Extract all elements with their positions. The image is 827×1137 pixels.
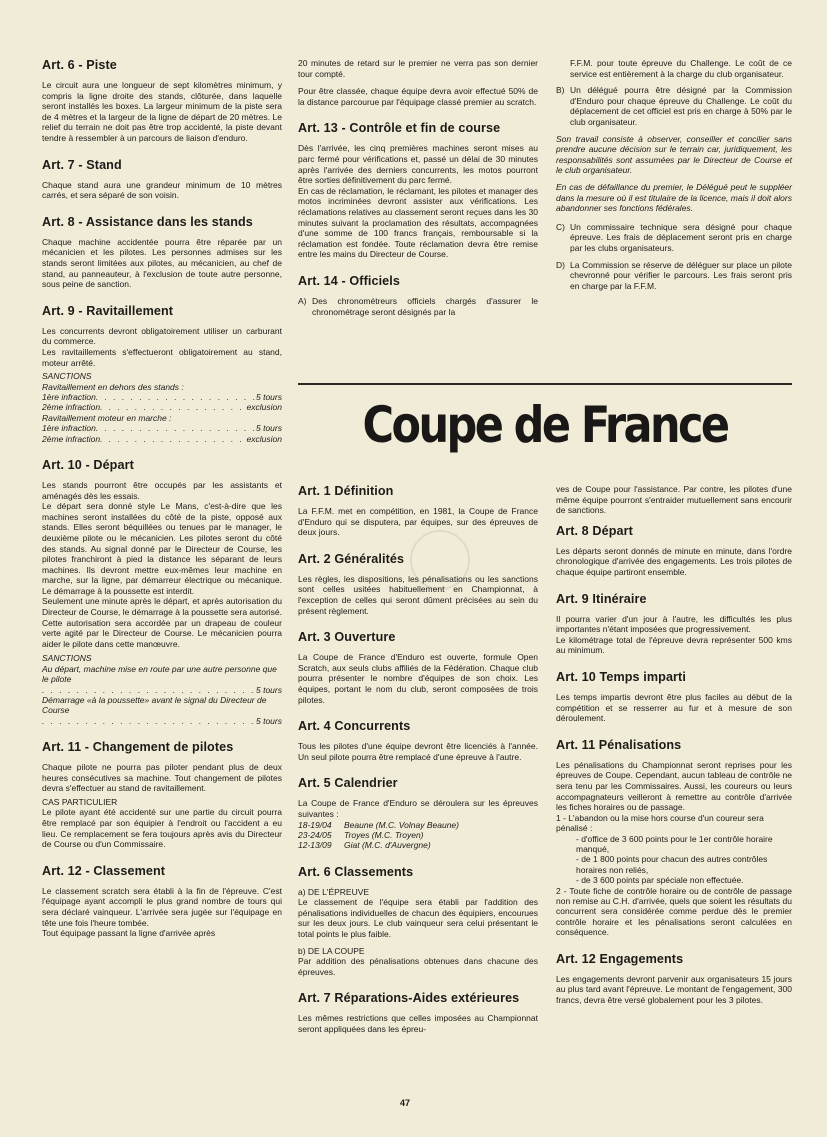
- coupe-art11-text: Les pénalisations du Championnat seront reprises pour les épreuves de Coupe. Cependant, aucun tableau de contrôle ne sera tenu par les Commissaires. Aussi, les coureurs ou leurs accompagnateurs veilleront à remettre au contrôle d'arrivée les fiches horaires ou de passage.: [556, 759, 792, 813]
- art12-title: Art. 12 - Classement: [42, 863, 166, 878]
- coupe-art7-title: Art. 7 Réparations-Aides extérieures: [298, 991, 520, 1006]
- art14-d-text: La Commission se réserve de déléguer sur place un pilote chevronné pour vérifier le parcours. Les frais seront pris en charge par la F.F.M.: [570, 259, 792, 291]
- calendar-row: [298, 830, 538, 840]
- art9-text1: Les concurrents devront obligatoirement utiliser un carburant du commerce.: [42, 325, 282, 347]
- dot-leader: [100, 434, 246, 444]
- art12-p2: Tout équipage passant la ligne d'arrivée après: [42, 928, 216, 939]
- art7-text: Chaque stand aura une grandeur minimum de 10 mètres carrés, et sera séparé de son voisin.: [42, 179, 282, 201]
- coupe-art11-item1: 1 - L'abandon ou la mise hors course d'un coureur sera pénalisé :: [556, 812, 764, 834]
- art10-s1-val: 5 tours: [256, 684, 282, 695]
- art6-text: Le circuit aura une longueur de sept kilomètres minimum, y compris la ligne droite des stands, clôturée, dans laquelle seront installés les boxes. La largeur minimum de la piste sera de 4 mètres et la largeur de la ligne de départ de 20 mètres. Le relief du terrain ne doit pas être trop accidenté, la piste devant tendre à ressembler à un parcours de liaison d'enduro.: [42, 80, 282, 143]
- coupe-art7-text: Les mêmes restrictions que celles imposées au Championnat seront appliquées dans les épreu-: [298, 1013, 538, 1034]
- art14-c-key: C): [556, 221, 565, 232]
- coupe-art11-item1c: - de 3 600 points par spéciale non effectuée.: [576, 875, 744, 886]
- coupe-art6-a-text: Le classement de l'équipe sera établi par l'addition des pénalisations individuelles de chacun des équipiers, encourues sur les deux jours. Le club vainqueur sera celui présentant le total points le plus faible.: [298, 897, 538, 939]
- art9-sanctions-label: SANCTIONS: [42, 371, 92, 382]
- coupe-art6-b-text: Par addition des pénalisations obtenues dans chacune des épreuves.: [298, 955, 538, 977]
- dot-leader: [42, 716, 256, 726]
- art14-title: Art. 14 - Officiels: [298, 273, 400, 288]
- art9-text2: Les ravitaillements s'effectueront obligatoirement au stand, moteur arrêté.: [42, 346, 282, 368]
- art6-title: Art. 6 - Piste: [42, 58, 117, 72]
- art9-sanction1-head: Ravitaillement en dehors des stands :: [42, 381, 184, 392]
- coupe-art1-text: La F.F.M. met en compétition, en 1981, la Coupe de France d'Enduro qui se disputera, par équipes, sur des épreuves de deux jours.: [298, 506, 538, 538]
- coupe-art11-item1b: - de 1 800 points pour chacun des autres contrôles horaires non reliés,: [576, 854, 768, 875]
- coupe-art5-text: La Coupe de France d'Enduro se déroulera sur les épreuves suivantes :: [298, 798, 538, 819]
- art9-sanction2-head: Ravitaillement moteur en marche :: [42, 412, 172, 423]
- section-divider: [298, 383, 792, 385]
- coupe-art3-title: Art. 3 Ouverture: [298, 630, 396, 645]
- art9-s1-r1-val: 5 tours: [256, 391, 282, 402]
- art9-sanction2-row2: [42, 434, 282, 444]
- dot-leader: [96, 423, 256, 433]
- art12-p1: Le classement scratch sera établi à la fin de l'épreuve. C'est l'équipage ayant accompli le plus grand nombre de tours qui sera déclaré vainqueur. L'arrivée sera jugée sur l'équipage en tête une fois l'heure tombée.: [42, 885, 282, 928]
- art8-title: Art. 8 - Assistance dans les stands: [42, 214, 253, 229]
- art14-item-d: [556, 260, 792, 292]
- coupe-art8-text: Les départs seront donnés de minute en minute, dans l'ordre chronologique d'arrivée des engagements. Les trois pilotes de chaque équipe partiront ensemble.: [556, 545, 792, 577]
- calendar-date: 12-13/09: [298, 840, 332, 851]
- coupe-art9-p2: Le kilométrage total de l'épreuve devra représenter 500 kms au minimum.: [556, 634, 792, 656]
- coupe-right-column: [556, 484, 792, 1008]
- art14-item-b: [556, 85, 792, 127]
- art9-s1-r1-label: 1ère infraction: [42, 391, 96, 402]
- coupe-art8-title: Art. 8 Départ: [556, 523, 633, 538]
- coupe-art9-title: Art. 9 Itinéraire: [556, 591, 647, 606]
- right-italic1: Son travail consiste à observer, conseiller et concilier sans prendre aucune décision sur le terrain car, juridiquement, les responsabilités sont assumées par le Directeur de Course et le club organisateur.: [556, 133, 792, 176]
- art10-sanction1-val-row: [42, 685, 282, 695]
- art10-sanction1: [42, 664, 282, 685]
- coupe-art10-title: Art. 10 Temps imparti: [556, 669, 686, 684]
- coupe-de-france-banner: Coupe de France: [362, 396, 728, 454]
- calendar-row: [298, 820, 538, 830]
- art13-p1: Dès l'arrivée, les cinq premières machines seront mises au parc fermé pour vérifications et, passé un délai de 30 minutes après l'arrivée des derniers concurrents, les motos pourront être sorties définitivement du parc fermé.: [298, 143, 538, 186]
- art9-sanction1-row1: [42, 392, 282, 402]
- art9-s2-r2-val: exclusion: [246, 433, 282, 444]
- dot-leader: [42, 685, 256, 695]
- mid-cont2: Pour être classée, chaque équipe devra avoir effectué 50% de la distance parcourue par l'équipage classé premier au scratch.: [298, 86, 538, 107]
- calendar-place: Giat (M.C. d'Auvergne): [344, 840, 431, 851]
- art11-p1: Chaque pilote ne pourra pas piloter pendant plus de deux heures consécutives sa machine. Tout changement de pilotes devra s'effectuer au stand de ravitaillement.: [42, 762, 282, 794]
- art10-s2-label: Démarrage «à la poussette» avant le signal du Directeur de Course: [42, 695, 267, 716]
- coupe-art3-text: La Coupe de France d'Enduro est ouverte, formule Open Scratch, aux seuls clubs affiliés de la Fédération. Chaque club pourra présenter le nombre d'équipes de son choix. Les équipes, portant le nom du club, seront composées de trois pilotes.: [298, 652, 538, 705]
- art11-cas-label: CAS PARTICULIER: [42, 797, 118, 808]
- art14-b-text: Un délégué pourra être désigné par la Commission d'Enduro pour chaque épreuve du Challenge. Le coût du déplacement de cet officiel est pris en charge à 50% par le club organisateur.: [570, 85, 792, 127]
- art10-s2-val: 5 tours: [256, 715, 282, 726]
- coupe-art5-title: Art. 5 Calendrier: [298, 776, 398, 791]
- coupe-art4-text: Tous les pilotes d'une équipe devront être licenciés à l'année. Un seul pilote pourra être remplacé d'une épreuve à l'autre.: [298, 741, 538, 762]
- art11-title: Art. 11 - Changement de pilotes: [42, 740, 234, 755]
- art10-p1: Les stands pourront être occupés par les assistants et aménagés dès les essais.: [42, 479, 282, 501]
- coupe-art6-b-head: b) DE LA COUPE: [298, 945, 365, 956]
- coupe-art10-text: Les temps impartis devront être plus faciles au début de la compétition et se resserrer au fur et à mesure de son déroulement.: [556, 691, 792, 724]
- art14-item-c: [556, 222, 792, 254]
- art9-s2-r2-label: 2ème infraction: [42, 433, 101, 444]
- art9-s1-r2-val: exclusion: [246, 402, 282, 413]
- art9-s2-r1-val: 5 tours: [256, 423, 282, 434]
- calendar-row: [298, 840, 538, 850]
- mid-cont1: 20 minutes de retard sur le premier ne verra pas son dernier tour compté.: [298, 58, 538, 79]
- art13-p2: En cas de réclamation, le réclamant, les pilotes et manager des motos incriminées devront assister aux vérifications. Les réclamations relatives au classement seront reçues dans les 30 minutes suivant la proclamation des résultats, accompagnées d'une somme de 100 francs français, remboursable si la réclamation est fondée. Toute réclamation devra être remise entre les mains du Directeur de Course.: [298, 185, 538, 260]
- art14-item-a: [298, 296, 538, 317]
- dot-leader: [100, 402, 246, 412]
- right-cont1: F.F.M. pour toute épreuve du Challenge. Le coût de ce service est entièrement à la charge du club organisateur.: [570, 58, 792, 79]
- calendar-date: 23-24/05: [298, 829, 332, 840]
- art10-title: Art. 10 - Départ: [42, 457, 134, 472]
- art10-s1-label: Au départ, machine mise en route par une autre personne que le pilote: [42, 663, 277, 685]
- art10-sanctions-label: SANCTIONS: [42, 653, 92, 664]
- art10-sanction2: [42, 695, 282, 716]
- right-italic2: En cas de défaillance du premier, le Délégué peut le suppléer dans la mesure où il est titulaire de la licence, mais il doit alors abandonner ses fonctions fédérales.: [556, 181, 792, 214]
- coupe-art4-title: Art. 4 Concurrents: [298, 719, 411, 734]
- art9-sanction1-row2: [42, 402, 282, 412]
- art8-text: Chaque machine accidentée pourra être réparée par un mécanicien et les pilotes. Les personnes admises sur les stands seront limitées aux pilotes, au mécanicien, au chef de stand, au panneauteur, à l'exclusion de toute autre personne, sous peine de sanction.: [42, 236, 282, 290]
- art7-title: Art. 7 - Stand: [42, 157, 122, 172]
- calendar-date: 18-19/04: [298, 819, 332, 830]
- coupe-art2-text: Les règles, les dispositions, les pénalisations ou les sanctions sont celles usitées habituellement en Championnat, à l'exception de celles qui seront dûment précisées au sein du présent règlement.: [298, 573, 538, 616]
- coupe-right-cont: ves de Coupe pour l'assistance. Par contre, les pilotes d'une même équipe pourront s'entraider mutuellement sans encourir de sanctions.: [556, 484, 792, 516]
- art10-p3: Seulement une minute après le départ, et après autorisation du Directeur de Course, le démarrage à la poussette sera autorisé. Cette autorisation sera accordée par un drapeau de couleur verte agité par le Directeur de Course. Le mécanicien pourra aider le pilote dans cette manœuvre.: [42, 596, 283, 649]
- art10-sanction2-val-row: [42, 716, 282, 726]
- coupe-art11-title: Art. 11 Pénalisations: [556, 737, 682, 752]
- art9-s2-r1-label: 1ère infraction: [42, 423, 96, 434]
- calendar-place: Troyes (M.C. Troyen): [344, 829, 424, 840]
- art14-a-text: Des chronométreurs officiels chargés d'assurer le chronométrage seront désignés par la: [312, 295, 538, 317]
- art9-s1-r2-label: 2ème infraction: [42, 402, 101, 413]
- coupe-art11-item2: 2 - Toute fiche de contrôle horaire ou de contrôle de passage non remise au C.H. d'arrivée, quels que soient les résultats du concurrent sera considérée comme perdue dès le premier contrôle horaire et les pénalisations seront calculées en conséquence.: [556, 885, 792, 938]
- art14-b-key: B): [556, 85, 565, 96]
- calendar-place: Beaune (M.C. Volnay Beaune): [344, 819, 459, 830]
- coupe-art2-title: Art. 2 Généralités: [298, 551, 405, 566]
- coupe-art6-title: Art. 6 Classements: [298, 864, 414, 879]
- art11-p2: Le pilote ayant été accidenté sur une partie du circuit pourra être remplacé par son équipier à l'endroit ou l'accident a eu lieu. Ce remplacement se fera toujours après avis du Directeur de Course ou d'un Commissaire.: [42, 807, 282, 850]
- art13-title: Art. 13 - Contrôle et fin de course: [298, 121, 501, 136]
- coupe-art1-title: Art. 1 Définition: [298, 484, 394, 498]
- coupe-art6-a-head: a) DE L'ÉPREUVE: [298, 886, 370, 897]
- art10-p2: Le départ sera donné style Le Mans, c'est-à-dire que les machines seront installées du côté de la piste, opposé aux stands. Elles seront béquillées ou tenues par le manager, le deuxième pilote ou le mécanicien. Les pilotes seront du côté des stands. Au signal donné par le Directeur de Course, les pilotes franchiront à pied la distance les séparant de leurs machines. Ils devront mettre eux-mêmes leur machine en marche, sur la ligne, par démarreur électrique ou mécanique. Le démarrage à la poussette est interdit.: [42, 501, 282, 596]
- left-column: [42, 58, 282, 942]
- coupe-art11-item1a: - d'office de 3 600 points pour le 1er contrôle horaire manqué,: [576, 833, 773, 854]
- coupe-art12-title: Art. 12 Engagements: [556, 951, 684, 966]
- art14-d-key: D): [556, 259, 565, 270]
- dot-leader: [96, 392, 256, 402]
- art9-title: Art. 9 - Ravitaillement: [42, 303, 174, 318]
- coupe-art9-p1: Il pourra varier d'un jour à l'autre, les difficultés les plus importantes n'étant imposées que progressivement.: [556, 613, 792, 635]
- art14-c-text: Un commissaire technique sera désigné pour chaque épreuve. Les frais de déplacement seront pris en charge par les clubs organisateurs.: [570, 221, 792, 253]
- right-column: [556, 58, 792, 297]
- art9-sanction2-row1: [42, 423, 282, 433]
- coupe-left-column: [298, 484, 538, 1037]
- coupe-art12-text: Les engagements devront parvenir aux organisateurs 15 jours au plus tard avant l'épreuve. Le montant de l'engagement, 300 francs, devra être versé globalement pour les 3 pilotes.: [556, 973, 792, 1005]
- middle-column: [298, 58, 538, 323]
- art14-a-key: A): [298, 295, 307, 306]
- page-number: 47: [400, 1098, 411, 1108]
